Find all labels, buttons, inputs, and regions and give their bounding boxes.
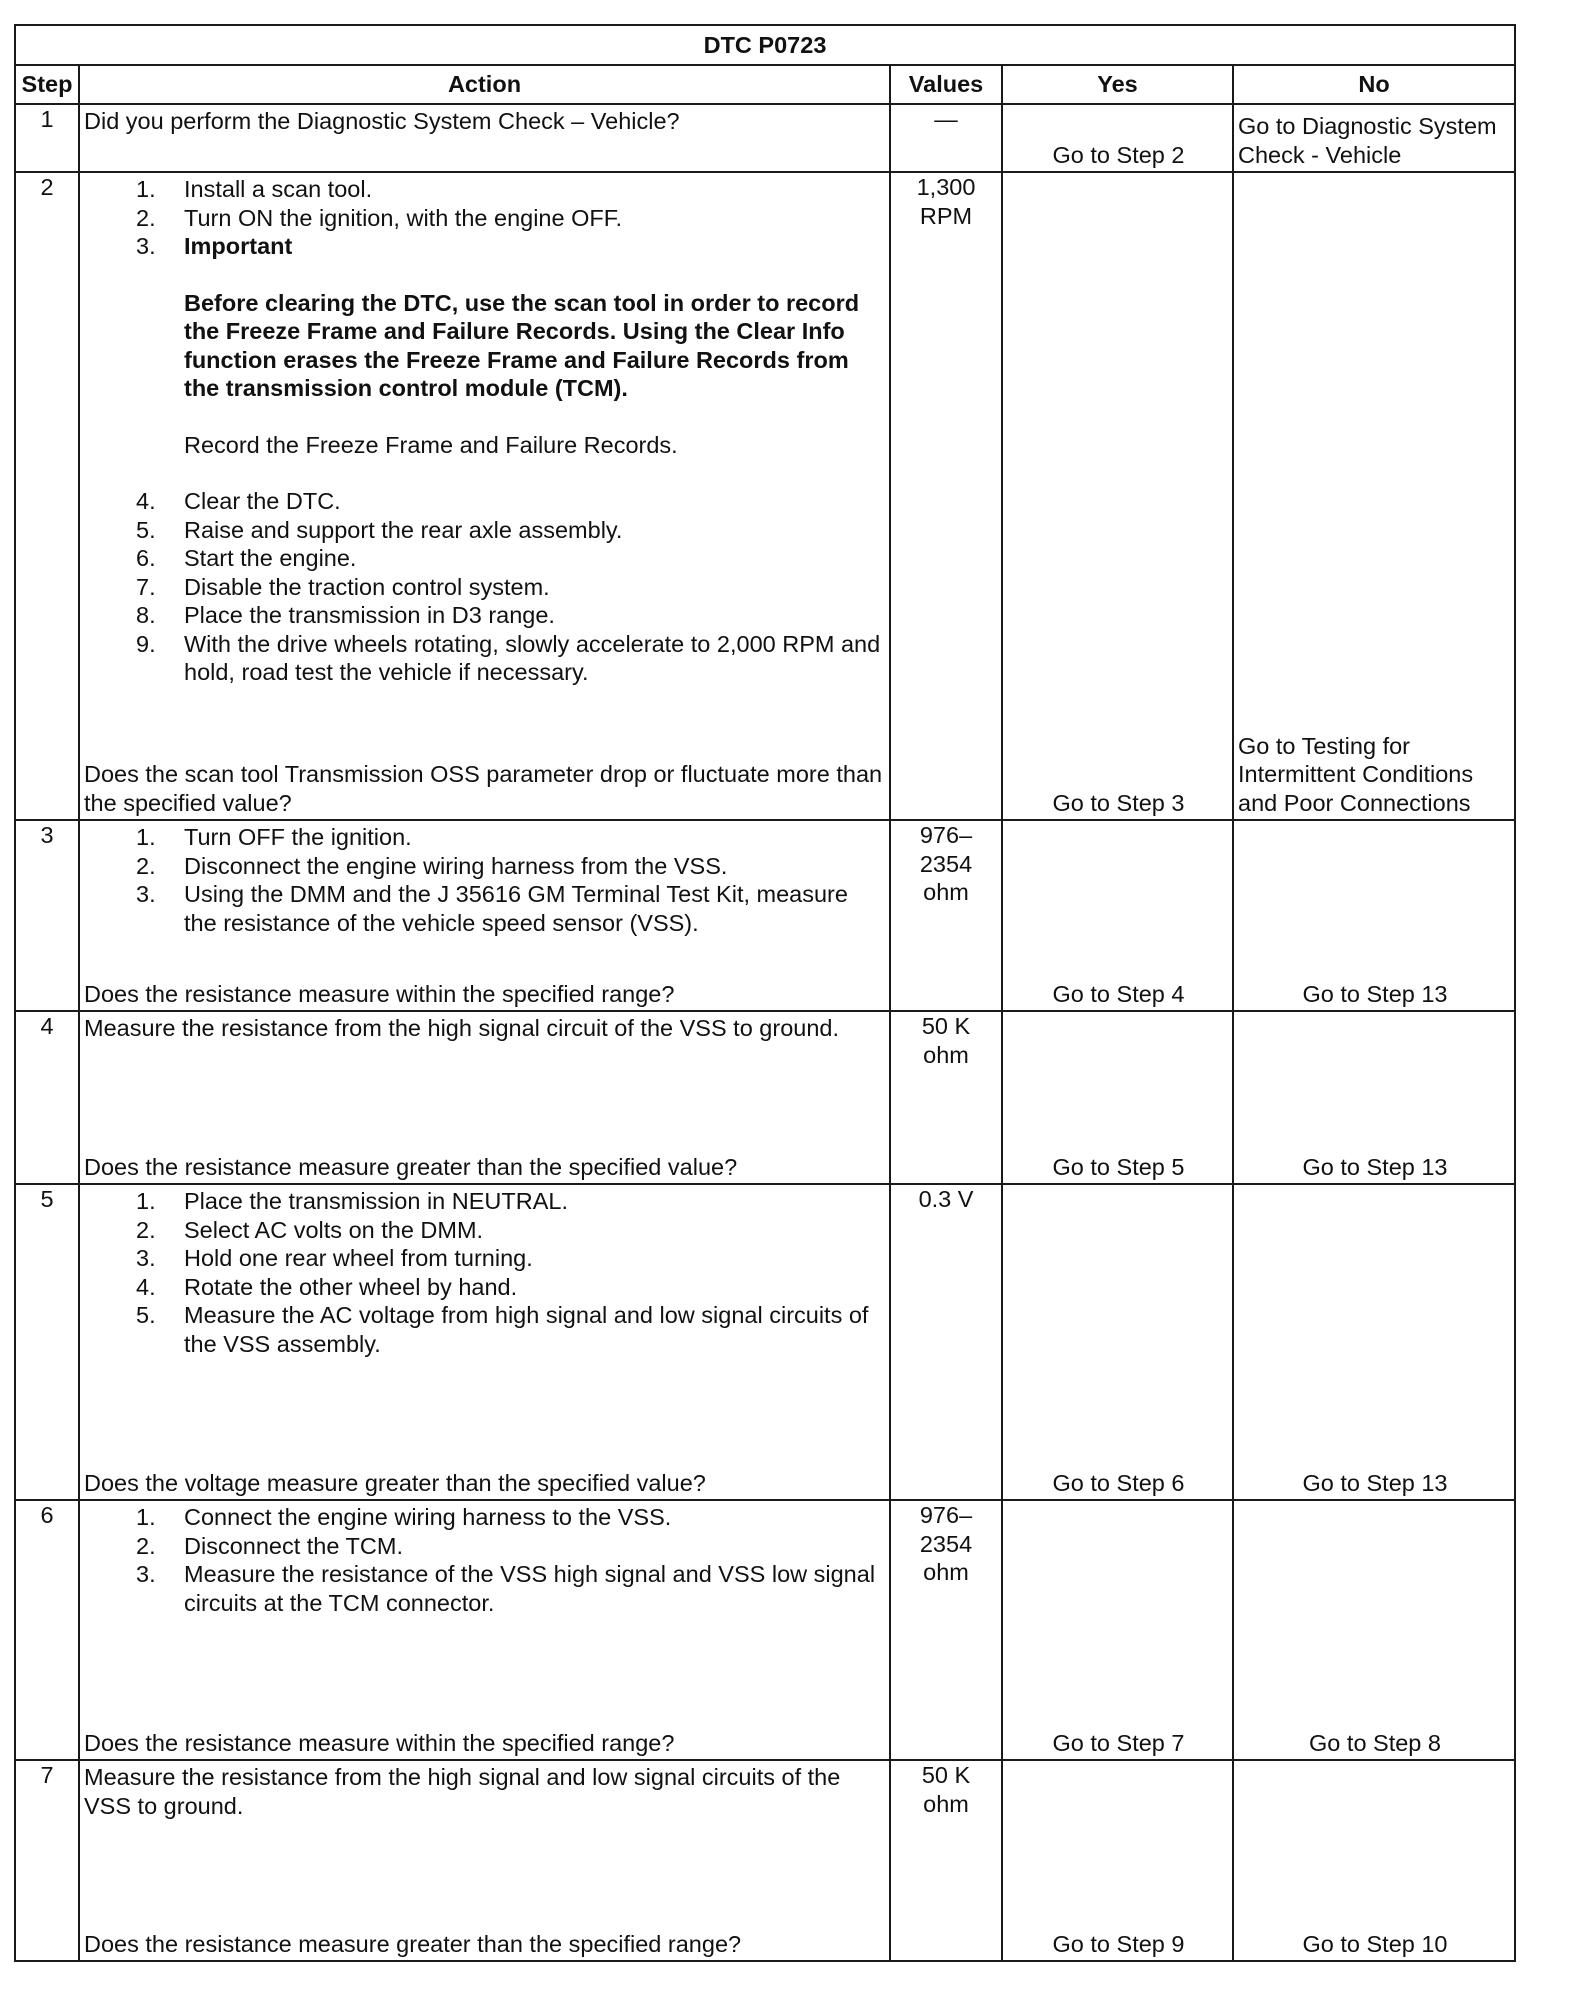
step-number: 3 [15, 820, 79, 1011]
value-cell: 50 K ohm [890, 1760, 1002, 1961]
no-cell [1233, 104, 1515, 172]
action-cell [79, 820, 890, 1011]
list-item: 9. With the drive wheels rotating, slowly accelerate to 2,000 RPM and hold, road test the vehicle if necessary. [136, 630, 881, 685]
yes-cell [1002, 1011, 1233, 1184]
no-action: Go to Step 8 [1309, 1729, 1441, 1756]
no-action: Go to Step 13 [1302, 980, 1448, 1007]
action-lead: Did you perform the Diagnostic System Check – Vehicle? [84, 108, 680, 134]
value-cell: 976–2354 ohm [890, 820, 1002, 1011]
value-cell: 1,300 RPM [890, 172, 1002, 820]
action-lead: Measure the resistance from the high signal circuit of the VSS to ground. [84, 1015, 840, 1041]
action-question: Does the scan tool Transmission OSS parameter drop or fluctuate more than the specified value? [84, 761, 883, 816]
important-instruction: Record the Freeze Frame and Failure Records. [184, 431, 678, 458]
list-item: 2. Turn ON the ignition, with the engine OFF. [136, 204, 623, 231]
procedure-list [84, 1187, 885, 1358]
no-cell [1233, 1760, 1515, 1961]
step-number: 6 [15, 1500, 79, 1760]
action-cell [79, 1500, 890, 1760]
yes-action: Go to Step 4 [1052, 980, 1185, 1007]
action-cell [79, 104, 890, 172]
no-action: Go to Step 10 [1302, 1930, 1448, 1957]
yes-action: Go to Step 9 [1052, 1930, 1185, 1957]
list-item: 8. Place the transmission in D3 range. [136, 602, 555, 628]
yes-action: Go to Step 3 [1052, 789, 1185, 816]
action-cell [79, 1011, 890, 1184]
yes-cell [1002, 1184, 1233, 1500]
action-question: Does the resistance measure greater than the specified range? [84, 1930, 742, 1957]
yes-action: Go to Step 7 [1052, 1729, 1185, 1756]
list-item: 5. Raise and support the rear axle assembly. [136, 516, 623, 543]
yes-action: Go to Step 2 [1052, 141, 1185, 168]
header-step: Step [15, 65, 79, 104]
list-item: 3. Measure the resistance of the VSS high signal and VSS low signal circuits at the TCM connector. [136, 1561, 876, 1616]
header-no: No [1233, 65, 1515, 104]
yes-cell [1002, 1500, 1233, 1760]
list-item: 6. Start the engine. [136, 545, 357, 571]
yes-cell [1002, 172, 1233, 820]
action-question: Does the voltage measure greater than the specified value? [84, 1469, 706, 1496]
action-cell [79, 1760, 890, 1961]
no-action: Go to Testing for Intermittent Conditions and Poor Connections [1238, 732, 1474, 816]
list-item: 1. Place the transmission in NEUTRAL. [136, 1188, 568, 1214]
yes-cell [1002, 820, 1233, 1011]
value-cell: — [890, 104, 1002, 172]
header-yes: Yes [1002, 65, 1233, 104]
list-item: 5. Measure the AC voltage from high signal and low signal circuits of the VSS assembly. [136, 1302, 869, 1357]
step-number: 4 [15, 1011, 79, 1184]
step-number: 1 [15, 104, 79, 172]
no-action: Go to Step 13 [1302, 1469, 1448, 1496]
list-item: 1. Connect the engine wiring harness to the VSS. [136, 1504, 672, 1530]
action-cell [79, 1184, 890, 1500]
yes-action: Go to Step 6 [1052, 1469, 1185, 1496]
step-number: 7 [15, 1760, 79, 1961]
table-row [15, 1500, 1515, 1760]
list-item: 2. Select AC volts on the DMM. [136, 1216, 484, 1243]
list-item: 3. Using the DMM and the J 35616 GM Terminal Test Kit, measure the resistance of the vehicle speed sensor (VSS). [136, 881, 848, 936]
table-row [15, 820, 1515, 1011]
diagnostic-table [14, 24, 1516, 1962]
action-question: Does the resistance measure greater than the specified value? [84, 1153, 738, 1180]
value-cell: 50 K ohm [890, 1011, 1002, 1184]
yes-action: Go to Step 5 [1052, 1153, 1185, 1180]
yes-cell [1002, 104, 1233, 172]
action-lead: Measure the resistance from the high signal and low signal circuits of the VSS to ground. [84, 1764, 841, 1819]
step-number: 5 [15, 1184, 79, 1500]
no-cell [1233, 1184, 1515, 1500]
action-question: Does the resistance measure within the specified range? [84, 1729, 675, 1756]
header-values: Values [890, 65, 1002, 104]
procedure-list [84, 823, 885, 937]
list-item: 2. Disconnect the engine wiring harness from the VSS. [136, 852, 728, 879]
list-item: 3. Important Before clearing the DTC, use the scan tool in order to record the Freeze Frame and Failure Records. Using the Clear Info function erases the Freeze Frame and Failure Records from the transmission control module (TCM). Record the Freeze Frame and Failure Records. [84, 232, 885, 459]
no-action: Go to Step 13 [1302, 1153, 1448, 1180]
list-item: 3. Hold one rear wheel from turning. [136, 1245, 533, 1271]
action-question: Does the resistance measure within the specified range? [84, 980, 675, 1007]
value-cell: 976–2354 ohm [890, 1500, 1002, 1760]
step-number: 2 [15, 172, 79, 820]
header-action: Action [79, 65, 890, 104]
list-item: 4. Clear the DTC. [136, 488, 341, 514]
no-action: Go to Diagnostic System Check - Vehicle [1238, 113, 1497, 168]
table-title: DTC P0723 [15, 25, 1515, 65]
list-item: 4. Rotate the other wheel by hand. [136, 1273, 518, 1300]
no-cell [1233, 820, 1515, 1011]
list-item: 1. Install a scan tool. [136, 176, 373, 202]
important-note: Before clearing the DTC, use the scan tool in order to record the Freeze Frame and Failure Records. Using the Clear Info function erases the Freeze Frame and Failure Records from the transmission control module (TCM). [184, 289, 860, 401]
table-row [15, 172, 1515, 820]
table-row [15, 104, 1515, 172]
no-cell [1233, 1500, 1515, 1760]
table-row [15, 1760, 1515, 1961]
value-cell: 0.3 V [890, 1184, 1002, 1500]
table-row [15, 1184, 1515, 1500]
procedure-list [84, 175, 885, 687]
procedure-list [84, 1503, 885, 1617]
no-cell [1233, 1011, 1515, 1184]
list-item: 2. Disconnect the TCM. [136, 1532, 403, 1559]
list-item: 1. Turn OFF the ignition. [136, 824, 412, 850]
no-cell [1233, 172, 1515, 820]
table-row [15, 1011, 1515, 1184]
action-cell [79, 172, 890, 820]
list-item: 7. Disable the traction control system. [136, 573, 550, 600]
yes-cell [1002, 1760, 1233, 1961]
